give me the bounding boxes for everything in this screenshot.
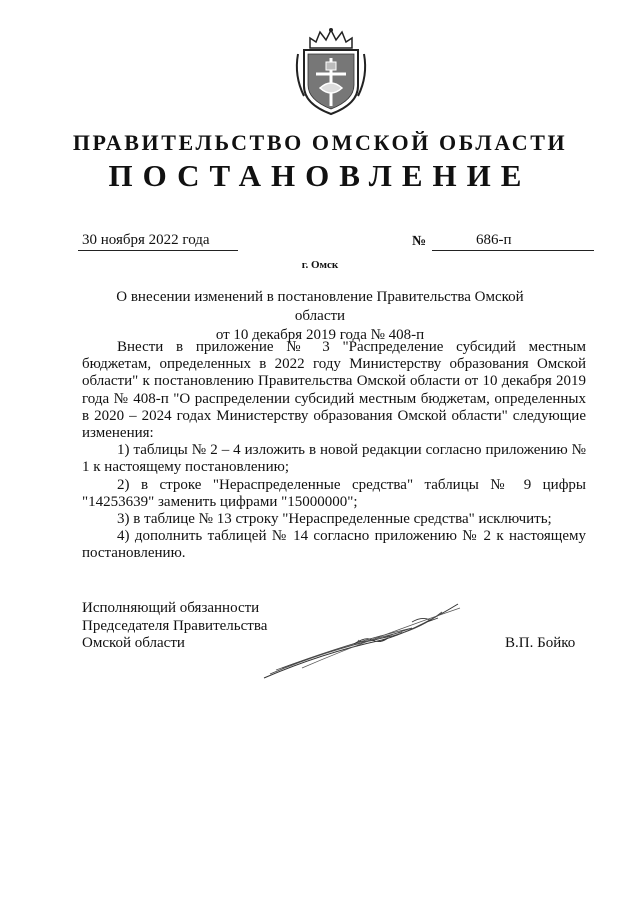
subject-line-1: О внесении изменений в постановление Правительства Омской области (116, 289, 524, 324)
body-intro: Внести в приложение № 3 "Распределение субсидий местным бюджетам, определенных в 2022 году Министерству образования Омской области" к постановлению Правительства Омской области от 10 декабря 2019 года № 408-п "О распределении субсидий местным бюджетам, определенных в 2020 – 2024 годах Министерству образования Омской области" следующие изменения: (82, 339, 586, 442)
document-type-title: ПОСТАНОВЛЕНИЕ (108, 158, 532, 193)
number-underline (432, 250, 594, 251)
body-item-1: 1) таблицы № 2 – 4 изложить в новой редакции согласно приложению № 1 к настоящему постановлению; (82, 442, 586, 476)
document-subject (90, 288, 550, 345)
document-number: 686-п (476, 232, 512, 248)
position-line-2: Председателя Правительства (82, 617, 268, 634)
document-date: 30 ноября 2022 года (82, 232, 210, 248)
position-line-1: Исполняющий обязанности (82, 600, 260, 616)
organization-title: ПРАВИТЕЛЬСТВО ОМСКОЙ ОБЛАСТИ (72, 130, 568, 155)
document-body (82, 339, 586, 563)
omsk-coat-of-arms-icon (292, 26, 370, 116)
body-item-2: 2) в строке "Нераспределенные средства" таблицы № 9 цифры "14253639" заменить цифрами "15000000"; (82, 476, 586, 510)
number-sign: № (412, 234, 427, 249)
signatory-position (82, 600, 267, 653)
date-underline (78, 250, 238, 251)
city-label: г. Омск (301, 259, 339, 271)
subject-line-2: от 10 декабря 2019 года № 408-п (215, 327, 425, 343)
handwritten-signature-icon (262, 598, 472, 683)
position-line-3: Омской области (82, 635, 185, 651)
body-item-4: 4) дополнить таблицей № 14 согласно приложению № 2 к настоящему постановлению. (82, 528, 586, 562)
body-item-3: 3) в таблице № 13 строку "Нераспределенные средства" исключить; (117, 511, 552, 528)
signer-name: В.П. Бойко (505, 635, 576, 651)
